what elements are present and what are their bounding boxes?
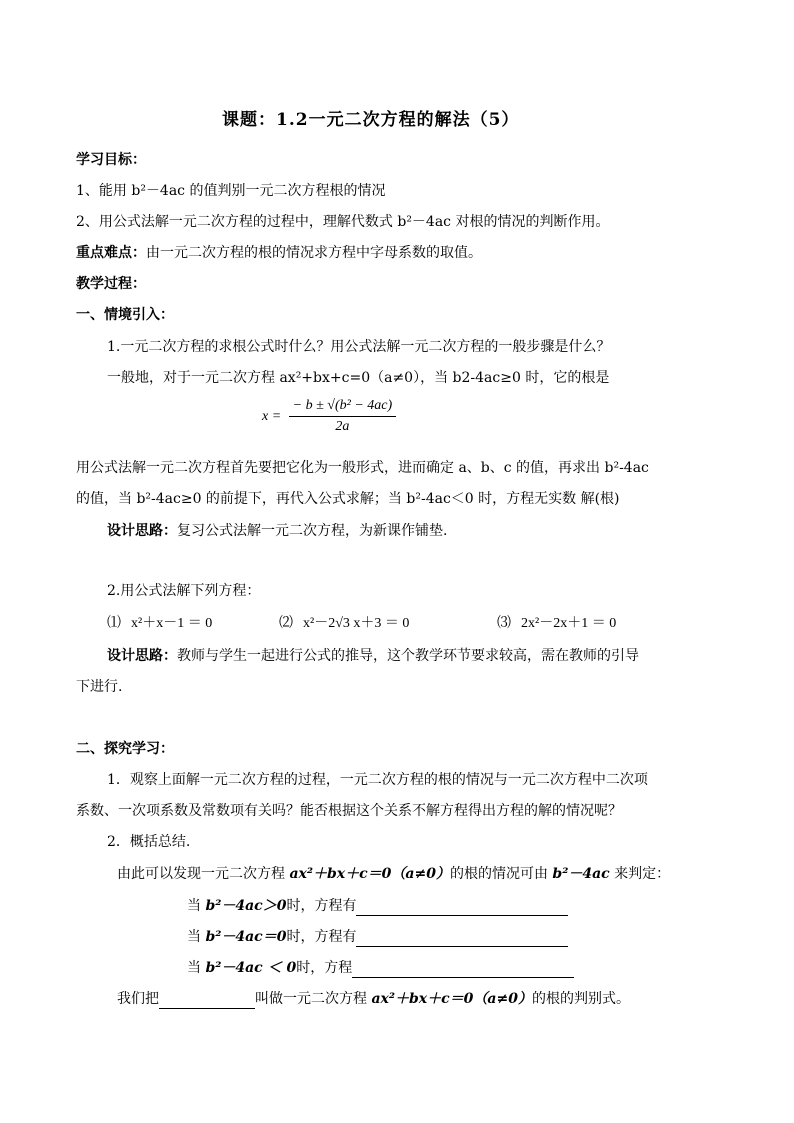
formula-numerator: − b ± √(b² − 4ac): [289, 398, 397, 417]
objective-item-1: 1、能用 b²－4ac 的值判别一元二次方程根的情况: [76, 183, 386, 199]
design-thought-2-label: 设计思路：: [107, 648, 177, 664]
case-1-condition: b²－4ac＞0: [205, 898, 287, 914]
formula-lhs: x =: [262, 408, 282, 424]
case-3-blank[interactable]: [352, 961, 574, 978]
summary-suffix: 来判定：: [614, 866, 671, 882]
case-2-condition: b²－4ac＝0: [205, 929, 287, 945]
equation-1-text: x²＋x－1 ＝ 0: [131, 616, 213, 631]
case-1-suffix: 时，方程有: [286, 898, 357, 914]
page-title: 课题：1.2一元二次方程的解法（5）: [222, 110, 520, 130]
design-thought-2-line2: 下进行.: [76, 679, 123, 695]
case-3-prefix: 当: [187, 960, 201, 976]
key-point: [76, 243, 482, 263]
case-2-blank[interactable]: [356, 930, 568, 947]
summary-mid: 的根的情况可由: [449, 866, 548, 882]
quadratic-formula: [262, 398, 396, 435]
equation-1: [107, 614, 212, 634]
section2-q1-line2: 系数、一次项系数及常数项有关吗？能否根据这个关系不解方程得出方程的解的情况呢？: [76, 803, 622, 819]
equation-3-number: ⑶: [497, 616, 511, 631]
section1-general: 一般地，对于一元二次方程 ax²+bx+c=0（a≠0），当 b2-4ac≥0 时，它的根是: [107, 370, 610, 386]
case-1: [187, 896, 568, 916]
section1-q2: 2.用公式法解下列方程：: [107, 583, 261, 599]
final-equation: ax²＋bx＋c＝0（a≠0）: [371, 991, 532, 1007]
equation-3-text: 2x²－2x＋1 ＝ 0: [521, 616, 617, 631]
final-blank[interactable]: [159, 992, 255, 1009]
final-mid: 叫做一元二次方程: [255, 991, 367, 1007]
design-thought-1-text: 复习公式法解一元二次方程，为新课作铺垫.: [177, 523, 448, 539]
equation-1-number: ⑴: [107, 616, 121, 631]
design-thought-1-label: 设计思路：: [107, 523, 177, 539]
process-heading: 教学过程：: [76, 276, 146, 292]
section2-heading: 二、探究学习：: [76, 741, 174, 757]
case-2-suffix: 时，方程有: [286, 929, 357, 945]
equation-2: [279, 614, 409, 634]
design-thought-1: [107, 521, 447, 541]
formula-denominator: 2a: [335, 419, 350, 434]
section2-q2: 2．概括总结.: [107, 834, 191, 850]
section1-para-line1: 用公式法解一元二次方程首先要把它化为一般形式，进而确定 a、b、c 的值，再求出 b²-4ac: [76, 460, 649, 476]
key-point-text: 由一元二次方程的根的情况求方程中字母系数的取值。: [146, 245, 482, 261]
section2-q1-line1: 1．观察上面解一元二次方程的过程，一元二次方程的根的情况与一元二次方程中二次项: [107, 772, 648, 788]
final-line: [117, 989, 630, 1009]
summary-discriminant: b²－4ac: [552, 866, 610, 882]
case-3-condition: b²－4ac ＜ 0: [205, 960, 297, 976]
summary-equation: ax²＋bx＋c＝0（a≠0）: [289, 866, 450, 882]
formula-fraction: [289, 398, 397, 435]
section1-para-line2: 的值，当 b²-4ac≥0 的前提下，再代入公式求解；当 b²-4ac＜0 时，方程无实数 解(根): [76, 491, 620, 507]
equation-3: [497, 614, 616, 634]
equation-2-number: ⑵: [279, 616, 293, 631]
equation-2-text: x²－2√3 x＋3 ＝ 0: [303, 616, 410, 631]
design-thought-2: [107, 646, 639, 666]
case-2: [187, 927, 568, 947]
objective-item-2: 2、用公式法解一元二次方程的过程中，理解代数式 b²－4ac 对根的情况的判断作用。: [76, 214, 610, 230]
section1-heading: 一、情境引入：: [76, 307, 174, 323]
final-suffix: 的根的判别式。: [531, 991, 630, 1007]
case-1-prefix: 当: [187, 898, 201, 914]
case-3-suffix: 时，方程: [296, 960, 353, 976]
final-prefix: 我们把: [117, 991, 159, 1007]
summary-line: [117, 864, 670, 884]
case-1-blank[interactable]: [356, 899, 568, 916]
design-thought-2-text: 教师与学生一起进行公式的推导，这个教学环节要求较高，需在教师的引导: [177, 648, 639, 664]
key-point-label: 重点难点：: [76, 245, 146, 261]
section1-q1: 1.一元二次方程的求根公式时什么？用公式法解一元二次方程的一般步骤是什么？: [107, 339, 611, 355]
summary-prefix: 由此可以发现一元二次方程: [117, 866, 285, 882]
case-2-prefix: 当: [187, 929, 201, 945]
objectives-heading: 学习目标：: [76, 152, 146, 168]
case-3: [187, 958, 574, 978]
